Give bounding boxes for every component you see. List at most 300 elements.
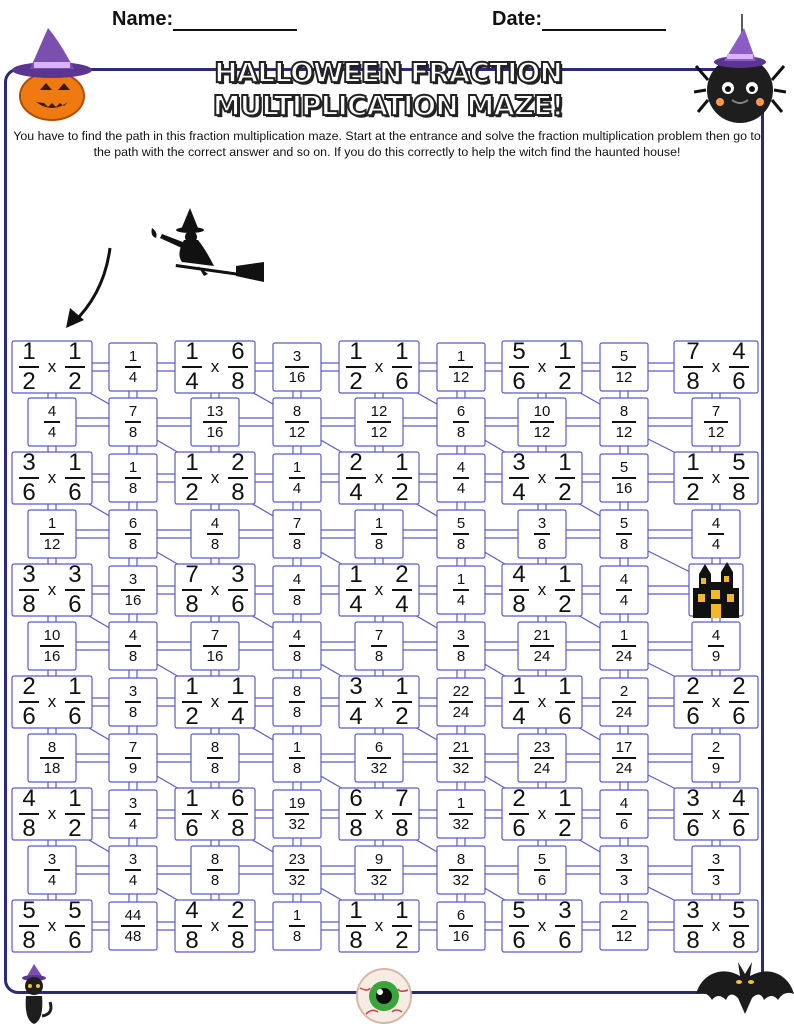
maze-answer-cell[interactable]: [600, 398, 648, 446]
fraction: [125, 628, 141, 664]
denominator: 2: [558, 368, 572, 395]
fraction: [125, 516, 141, 552]
numerator: 1: [558, 561, 572, 588]
fraction: [392, 563, 411, 617]
times-symbol: x: [210, 916, 220, 935]
numerator: 1: [292, 739, 302, 756]
numerator: 1: [395, 897, 409, 924]
denominator: 8: [128, 704, 138, 721]
maze-answer-cell[interactable]: [437, 398, 485, 446]
numerator: 3: [619, 851, 629, 868]
fraction: [285, 349, 310, 385]
numerator: 22: [452, 683, 470, 700]
numerator: 3: [558, 897, 572, 924]
maze-answer-cell[interactable]: [355, 510, 403, 558]
maze-answer-cell[interactable]: [437, 622, 485, 670]
numerator: 9: [374, 851, 384, 868]
denominator: 4: [231, 703, 245, 730]
denominator: 8: [732, 479, 746, 506]
maze-problem-cell[interactable]: [12, 673, 92, 730]
denominator: 4: [512, 479, 526, 506]
fraction: [289, 684, 305, 720]
maze-answer-cell[interactable]: [109, 566, 157, 614]
fraction-bar: [449, 813, 474, 815]
maze-answer-cell[interactable]: [273, 678, 321, 726]
fraction-bar: [453, 533, 469, 535]
numerator: 2: [395, 561, 409, 588]
maze-answer-cell[interactable]: [273, 734, 321, 782]
denominator: 6: [512, 927, 526, 954]
denominator: 24: [615, 648, 633, 665]
maze-answer-cell[interactable]: [692, 846, 740, 894]
maze-answer-cell[interactable]: [28, 622, 76, 670]
fraction: [285, 796, 310, 832]
numerator: 4: [711, 627, 721, 644]
maze-problem-cell[interactable]: [502, 897, 582, 954]
denominator: 8: [292, 928, 302, 945]
denominator: 32: [370, 760, 388, 777]
maze-problem-cell[interactable]: [339, 785, 419, 842]
fraction: [616, 852, 632, 888]
times-symbol: x: [210, 468, 220, 487]
fraction: [449, 796, 474, 832]
denominator: 6: [558, 703, 572, 730]
fraction: [453, 628, 469, 664]
denominator: 2: [395, 703, 409, 730]
maze-answer-cell[interactable]: [109, 678, 157, 726]
name-field[interactable]: [112, 8, 297, 31]
times-symbol: x: [711, 692, 721, 711]
denominator: 8: [185, 591, 199, 618]
fraction: [683, 787, 702, 841]
denominator: 8: [456, 648, 466, 665]
maze-problem-cell[interactable]: [502, 785, 582, 842]
fraction: [228, 899, 247, 953]
maze-problem-cell[interactable]: [674, 673, 758, 730]
numerator: 4: [732, 785, 746, 812]
fraction: [612, 740, 637, 776]
denominator: 4: [47, 424, 57, 441]
numerator: 1: [47, 515, 57, 532]
denominator: 4: [292, 480, 302, 497]
maze-answer-cell[interactable]: [437, 454, 485, 502]
fraction: [509, 787, 528, 841]
maze-answer-cell[interactable]: [600, 343, 648, 391]
denominator: 8: [210, 872, 220, 889]
fraction: [392, 675, 411, 729]
maze-answer-cell[interactable]: [109, 902, 157, 950]
numerator: 3: [292, 348, 302, 365]
fraction-bar: [121, 925, 146, 927]
date-field[interactable]: [492, 8, 666, 31]
fraction: [453, 460, 469, 496]
denominator: 18: [43, 760, 61, 777]
denominator: 2: [558, 591, 572, 618]
fraction: [612, 460, 637, 496]
fraction: [289, 516, 305, 552]
denominator: 4: [512, 703, 526, 730]
denominator: 8: [537, 536, 547, 553]
maze-answer-cell[interactable]: [191, 510, 239, 558]
fraction: [453, 516, 469, 552]
fraction: [207, 516, 223, 552]
denominator: 8: [22, 815, 36, 842]
maze-problem-cell[interactable]: [502, 449, 582, 506]
fraction: [65, 340, 84, 394]
times-symbol: x: [537, 357, 547, 376]
denominator: 6: [686, 703, 700, 730]
fraction: [530, 740, 555, 776]
fraction-bar: [289, 589, 305, 591]
fraction: [392, 787, 411, 841]
fraction-bar: [453, 421, 469, 423]
denominator: 6: [732, 815, 746, 842]
numerator: 1: [185, 449, 199, 476]
maze-answer-cell[interactable]: [355, 846, 403, 894]
date-label: Date:: [492, 8, 543, 30]
times-symbol: x: [711, 468, 721, 487]
fraction: [367, 404, 392, 440]
fraction: [182, 451, 201, 505]
numerator: 4: [512, 561, 526, 588]
maze-answer-cell[interactable]: [692, 510, 740, 558]
numerator: 2: [231, 897, 245, 924]
denominator: 8: [349, 815, 363, 842]
fraction-bar: [612, 645, 637, 647]
fraction-bar: [367, 869, 392, 871]
maze-answer-cell[interactable]: [191, 846, 239, 894]
denominator: 6: [395, 368, 409, 395]
fraction-bar: [125, 869, 141, 871]
maze-exit-cell[interactable]: [689, 564, 743, 616]
maze-answer-cell[interactable]: [109, 734, 157, 782]
maze-answer-cell[interactable]: [28, 734, 76, 782]
fraction: [289, 460, 305, 496]
fraction-bar: [453, 645, 469, 647]
maze-answer-cell[interactable]: [600, 846, 648, 894]
maze-problem-cell[interactable]: [674, 897, 758, 954]
fraction: [683, 451, 702, 505]
maze-answer-cell[interactable]: [273, 902, 321, 950]
numerator: 7: [395, 785, 409, 812]
numerator: 7: [128, 403, 138, 420]
maze-answer-cell[interactable]: [28, 510, 76, 558]
fraction-bar: [40, 757, 65, 759]
numerator: 10: [533, 403, 551, 420]
numerator: 6: [231, 338, 245, 365]
fraction-bar: [289, 701, 305, 703]
numerator: 3: [128, 571, 138, 588]
denominator: 8: [22, 927, 36, 954]
numerator: 3: [128, 795, 138, 812]
fraction: [40, 740, 65, 776]
eyeball-icon: [356, 966, 412, 1026]
numerator: 1: [128, 459, 138, 476]
maze-answer-cell[interactable]: [109, 398, 157, 446]
numerator: 3: [456, 627, 466, 644]
fraction: [367, 740, 392, 776]
maze-answer-cell[interactable]: [437, 846, 485, 894]
fraction-bar: [289, 533, 305, 535]
numerator: 1: [231, 673, 245, 700]
numerator: 19: [288, 795, 306, 812]
denominator: 4: [185, 368, 199, 395]
fraction: [182, 563, 201, 617]
numerator: 1: [68, 338, 82, 365]
maze-answer-cell[interactable]: [191, 398, 239, 446]
denominator: 4: [349, 703, 363, 730]
denominator: 2: [395, 479, 409, 506]
times-symbol: x: [210, 580, 220, 599]
fraction: [44, 404, 60, 440]
maze-answer-cell[interactable]: [191, 622, 239, 670]
fraction: [612, 684, 637, 720]
maze-problem-cell[interactable]: [502, 673, 582, 730]
denominator: 6: [68, 927, 82, 954]
numerator: 21: [533, 627, 551, 644]
denominator: 16: [452, 928, 470, 945]
numerator: 7: [210, 627, 220, 644]
fraction: [449, 740, 474, 776]
fraction-bar: [207, 869, 223, 871]
denominator: 8: [349, 927, 363, 954]
numerator: 7: [128, 739, 138, 756]
fraction: [509, 340, 528, 394]
denominator: 8: [128, 536, 138, 553]
maze-answer-cell[interactable]: [600, 622, 648, 670]
numerator: 8: [47, 739, 57, 756]
maze-problem-cell[interactable]: [12, 785, 92, 842]
maze-problem-cell[interactable]: [175, 897, 255, 954]
maze-answer-cell[interactable]: [692, 734, 740, 782]
fraction-bar: [125, 421, 141, 423]
denominator: 16: [206, 424, 224, 441]
fraction: [19, 451, 38, 505]
maze-answer-cell[interactable]: [273, 510, 321, 558]
numerator: 4: [210, 515, 220, 532]
numerator: 8: [619, 403, 629, 420]
maze-answer-cell[interactable]: [600, 566, 648, 614]
maze-problem-cell[interactable]: [175, 449, 255, 506]
numerator: 3: [22, 561, 36, 588]
denominator: 32: [452, 872, 470, 889]
maze-problem-cell[interactable]: [12, 338, 92, 395]
denominator: 32: [452, 816, 470, 833]
maze-answer-cell[interactable]: [273, 622, 321, 670]
denominator: 24: [615, 704, 633, 721]
maze-answer-cell[interactable]: [692, 398, 740, 446]
maze-problem-cell[interactable]: [175, 561, 255, 618]
maze-problem-cell[interactable]: [502, 561, 582, 618]
maze-problem-cell[interactable]: [175, 673, 255, 730]
maze-answer-cell[interactable]: [437, 678, 485, 726]
fraction: [19, 675, 38, 729]
times-symbol: x: [47, 692, 57, 711]
maze-answer-cell[interactable]: [28, 846, 76, 894]
maze-problem-cell[interactable]: [339, 338, 419, 395]
maze-answer-cell[interactable]: [273, 343, 321, 391]
times-symbol: x: [210, 692, 220, 711]
maze-answer-cell[interactable]: [109, 790, 157, 838]
fraction: [203, 628, 228, 664]
numerator: 6: [349, 785, 363, 812]
maze-answer-cell[interactable]: [437, 734, 485, 782]
fraction-bar: [616, 589, 632, 591]
fraction: [228, 787, 247, 841]
maze-answer-cell[interactable]: [437, 566, 485, 614]
denominator: 16: [206, 648, 224, 665]
fraction: [509, 675, 528, 729]
maze-answer-cell[interactable]: [273, 566, 321, 614]
maze-answer-cell[interactable]: [600, 454, 648, 502]
maze-answer-cell[interactable]: [600, 734, 648, 782]
maze-problem-cell[interactable]: [339, 561, 419, 618]
denominator: 8: [128, 424, 138, 441]
maze-answer-cell[interactable]: [518, 622, 566, 670]
maze-answer-cell[interactable]: [109, 510, 157, 558]
numerator: 6: [231, 785, 245, 812]
maze-answer-cell[interactable]: [518, 510, 566, 558]
denominator: 6: [231, 591, 245, 618]
maze-problem-cell[interactable]: [339, 897, 419, 954]
denominator: 4: [711, 536, 721, 553]
maze-problem-cell[interactable]: [12, 449, 92, 506]
denominator: 12: [452, 369, 470, 386]
maze-answer-cell[interactable]: [692, 622, 740, 670]
maze-problem-cell[interactable]: [339, 673, 419, 730]
name-line: [173, 29, 297, 31]
denominator: 12: [615, 369, 633, 386]
fraction: [203, 404, 228, 440]
denominator: 6: [68, 591, 82, 618]
maze-answer-cell[interactable]: [600, 510, 648, 558]
maze-answer-cell[interactable]: [273, 398, 321, 446]
maze-problem-cell[interactable]: [674, 449, 758, 506]
fraction: [708, 852, 724, 888]
numerator: 5: [619, 515, 629, 532]
maze-answer-cell[interactable]: [437, 790, 485, 838]
denominator: 24: [452, 704, 470, 721]
maze-problem-cell[interactable]: [12, 897, 92, 954]
times-symbol: x: [47, 804, 57, 823]
black-cat-icon: [20, 964, 56, 1026]
fraction: [367, 852, 392, 888]
fraction: [555, 563, 574, 617]
numerator: 1: [185, 338, 199, 365]
maze-answer-cell[interactable]: [355, 734, 403, 782]
fraction: [125, 349, 141, 385]
maze-answer-cell[interactable]: [437, 902, 485, 950]
numerator: 3: [128, 683, 138, 700]
denominator: 16: [43, 648, 61, 665]
maze-answer-cell[interactable]: [600, 902, 648, 950]
maze-answer-cell[interactable]: [518, 734, 566, 782]
fraction: [19, 563, 38, 617]
denominator: 2: [395, 927, 409, 954]
maze-answer-cell[interactable]: [518, 398, 566, 446]
fraction-bar: [449, 701, 474, 703]
numerator: 4: [47, 403, 57, 420]
numerator: 4: [128, 627, 138, 644]
fraction: [371, 628, 387, 664]
numerator: 5: [512, 897, 526, 924]
fraction-bar: [534, 869, 550, 871]
maze-answer-cell[interactable]: [600, 678, 648, 726]
maze-problem-cell[interactable]: [175, 338, 255, 395]
maze-answer-cell[interactable]: [437, 510, 485, 558]
maze-answer-cell[interactable]: [273, 790, 321, 838]
maze-problem-cell[interactable]: [175, 785, 255, 842]
times-symbol: x: [210, 357, 220, 376]
maze-answer-cell[interactable]: [273, 846, 321, 894]
fraction-bar: [612, 757, 637, 759]
maze-answer-cell[interactable]: [191, 734, 239, 782]
denominator: 8: [128, 648, 138, 665]
denominator: 2: [22, 368, 36, 395]
maze-problem-cell[interactable]: [674, 338, 758, 395]
numerator: 5: [456, 515, 466, 532]
fraction: [530, 628, 555, 664]
fraction: [285, 404, 310, 440]
numerator: 7: [374, 627, 384, 644]
fraction: [182, 675, 201, 729]
numerator: 3: [537, 515, 547, 532]
maze-answer-cell[interactable]: [109, 343, 157, 391]
name-label: Name:: [112, 8, 174, 30]
maze-answer-cell[interactable]: [518, 846, 566, 894]
denominator: 4: [128, 816, 138, 833]
fraction: [371, 516, 387, 552]
fraction-bar: [121, 589, 146, 591]
maze-problem-cell[interactable]: [339, 449, 419, 506]
fraction-bar: [125, 701, 141, 703]
fraction: [683, 899, 702, 953]
fraction-bar: [449, 366, 474, 368]
numerator: 3: [231, 561, 245, 588]
times-symbol: x: [711, 804, 721, 823]
fraction: [729, 675, 748, 729]
maze-answer-cell[interactable]: [273, 454, 321, 502]
maze-answer-cell[interactable]: [600, 790, 648, 838]
maze-answer-cell[interactable]: [28, 398, 76, 446]
maze-problem-cell[interactable]: [502, 338, 582, 395]
maze-answer-cell[interactable]: [355, 398, 403, 446]
numerator: 1: [374, 515, 384, 532]
fraction: [65, 899, 84, 953]
maze-answer-cell[interactable]: [355, 622, 403, 670]
maze-problem-cell[interactable]: [674, 785, 758, 842]
times-symbol: x: [374, 357, 384, 376]
maze-answer-cell[interactable]: [109, 454, 157, 502]
times-symbol: x: [374, 468, 384, 487]
fraction-bar: [708, 757, 724, 759]
maze-answer-cell[interactable]: [109, 846, 157, 894]
times-symbol: x: [374, 580, 384, 599]
maze-problem-cell[interactable]: [12, 561, 92, 618]
maze-answer-cell[interactable]: [437, 343, 485, 391]
fraction-bar: [449, 869, 474, 871]
fraction-bar: [367, 421, 392, 423]
maze-answer-cell[interactable]: [109, 622, 157, 670]
fraction-bar: [125, 645, 141, 647]
numerator: 4: [732, 338, 746, 365]
fraction-bar: [453, 589, 469, 591]
numerator: 1: [395, 338, 409, 365]
fraction: [616, 572, 632, 608]
denominator: 4: [395, 591, 409, 618]
fraction: [40, 516, 65, 552]
fraction: [683, 675, 702, 729]
